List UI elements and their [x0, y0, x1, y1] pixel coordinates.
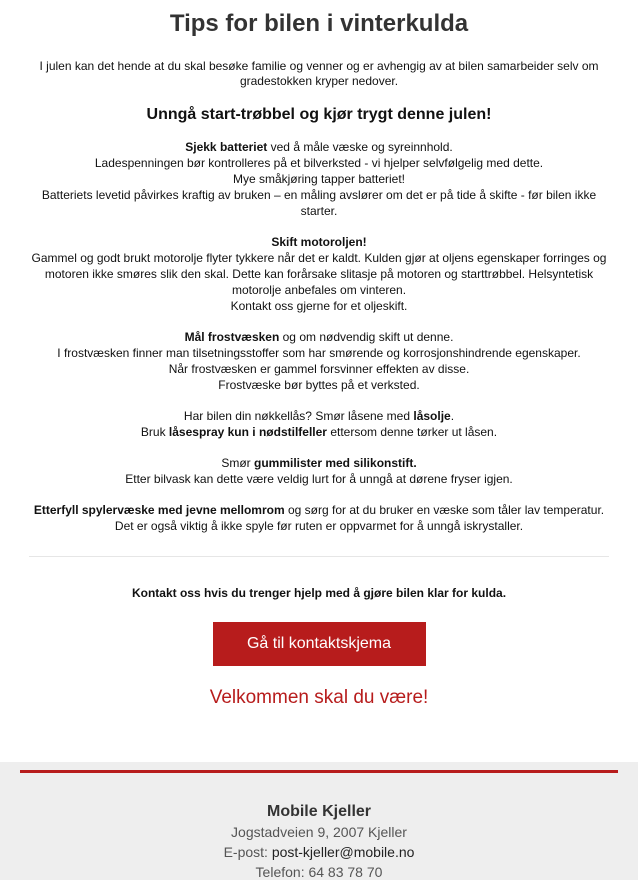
subtitle: Unngå start-trøbbel og kjør trygt denne julen!	[146, 106, 492, 123]
intro-text: I julen kan det hende at du skal besøke familie og venner og er avhengig av at bilen samarbeider selv om gradestokken kryper nedover.	[39, 59, 599, 88]
coolant-first-line	[29, 329, 609, 345]
battery-first-line	[29, 139, 609, 155]
divider	[29, 556, 609, 557]
oil-text: Gammel og godt brukt motorolje flyter tykkere når det er kaldt. Kulden gjør at oljens egenskaper forringes og motoren ikke smøres slik den skal. Dette kan forårsake slitasje på motoren og starttrøbbel. Helsyntetisk motorolje anbefales om vinteren.	[31, 251, 607, 297]
oil-contact: Kontakt oss gjerne for et oljeskift.	[230, 299, 408, 313]
seals-line-2: Etter bilvask kan dette være veldig lurt for å unngå at dørene fryser igjen.	[125, 472, 513, 486]
seals-line-1	[29, 455, 609, 471]
footer-email-label: E-post:	[223, 844, 272, 860]
locks-line1-text: Har bilen din nøkkellås? Smør låsene med	[183, 409, 414, 423]
coolant-line-3: Frostvæske bør byttes på et verksted.	[218, 378, 420, 392]
locks-line2-text: Bruk	[140, 425, 169, 439]
seals-line1-bold: gummilister med silikonstift.	[253, 456, 417, 470]
locks-line-2	[29, 424, 609, 440]
coolant-bold: Mål frostvæsken	[184, 330, 280, 344]
footer-email-line	[0, 844, 638, 860]
locks-line-1	[29, 408, 609, 424]
contact-lead: Kontakt oss hvis du trenger hjelp med å gjøre bilen klar for kulda.	[131, 586, 507, 600]
coolant-rest: og om nødvendig skift ut denne.	[279, 330, 454, 344]
footer-email-link[interactable]: post-kjeller@mobile.no	[271, 844, 415, 860]
footer-phone: Telefon: 64 83 78 70	[255, 864, 383, 880]
locks-line2-end: ettersom denne tørker ut låsen.	[326, 425, 498, 439]
coolant-line-1: I frostvæsken finner man tilsetningsstoffer som har smørende og korrosjonshindrende egenskaper.	[57, 346, 581, 360]
page-title: Tips for bilen i vinterkulda	[169, 10, 469, 37]
locks-line1-end: .	[450, 409, 455, 423]
seals-line1-text: Smør	[221, 456, 254, 470]
oil-heading-bold: Skift motoroljen!	[271, 235, 367, 249]
washer-rest: og sørg for at du bruker en væske som tåler lav temperatur. Det er også viktig å ikke spyle før ruten er oppvarmet for å unngå iskrystaller.	[114, 503, 605, 533]
coolant-tip	[29, 329, 609, 393]
coolant-line-2: Når frostvæsken er gammel forsvinner effekten av disse.	[168, 362, 470, 376]
battery-line-2: Mye småkjøring tapper batteriet!	[232, 172, 406, 186]
washer-text	[29, 502, 609, 534]
battery-line-1: Ladespenningen bør kontrolleres på et bilverksted - vi hjelper selvfølgelig med dette.	[94, 156, 544, 170]
oil-heading	[29, 234, 609, 250]
footer-address: Jogstadveien 9, 2007 Kjeller	[231, 824, 407, 840]
welcome-text: Velkommen skal du være!	[209, 687, 429, 708]
footer	[0, 762, 638, 880]
main-content	[29, 0, 609, 709]
seals-tip	[29, 455, 609, 487]
footer-accent-line	[20, 770, 618, 773]
locks-line1-bold: låsolje	[413, 409, 451, 423]
locks-line2-bold: låsespray kun i nødstilfeller	[168, 425, 327, 439]
oil-tip	[29, 234, 609, 314]
locks-tip	[29, 408, 609, 440]
battery-tip	[29, 139, 609, 219]
battery-bold: Sjekk batteriet	[185, 140, 268, 154]
footer-company-name: Mobile Kjeller	[266, 803, 372, 820]
washer-tip	[29, 502, 609, 534]
washer-bold: Etterfyll spylervæske med jevne mellomrom	[33, 503, 285, 517]
battery-line-3: Batteriets levetid påvirkes kraftig av bruken – en måling avslører om det er på tide å skifte - før bilen ikke starter.	[41, 188, 597, 218]
contact-form-button[interactable]: Gå til kontaktskjema	[213, 622, 426, 666]
battery-rest: ved å måle væske og syreinnhold.	[267, 140, 453, 154]
